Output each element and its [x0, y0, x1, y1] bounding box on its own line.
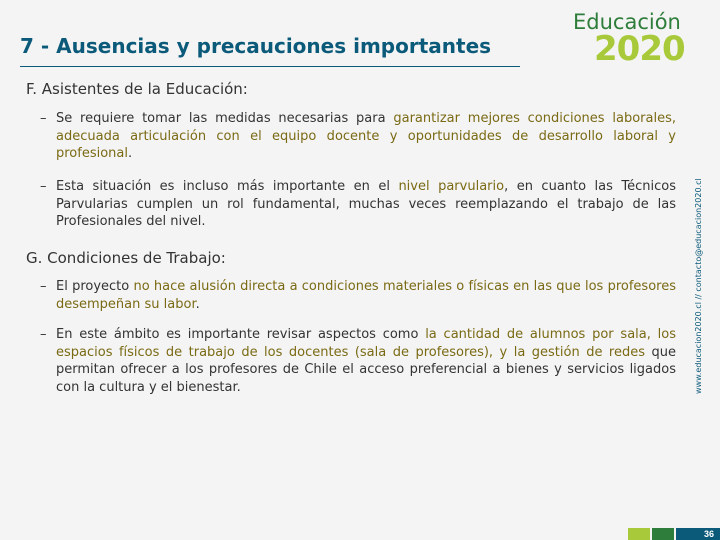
title-underline	[20, 66, 520, 67]
section-heading-f: F. Asistentes de la Educación:	[26, 80, 248, 98]
item-text: Esta situación es incluso más importante en el nivel parvulario, en cuanto las Técnicos Parvularias cumplen un rol fundamental, muchas veces reemplazando el trabajo de las Profesionales del nivel.	[56, 179, 677, 229]
section-heading-g: G. Condiciones de Trabajo:	[26, 249, 226, 267]
logo-text-top: Educación	[573, 10, 681, 34]
list-item	[40, 178, 677, 231]
footer-square-dark	[652, 528, 674, 540]
item-text: El proyecto no hace alusión directa a condiciones materiales o físicas en las que los profesores desempeñan su labor.	[56, 279, 676, 312]
logo-text-bottom: 2020	[594, 29, 685, 69]
footer-square-light	[628, 528, 650, 540]
side-url: www.educacion2020.cl // contacto@educacion2020.cl	[694, 178, 703, 394]
item-text: En este ámbito es importante revisar aspectos como la cantidad de alumnos por sala, los espacios físicos de trabajo de los docentes (sala de profesores), y la gestión de redes que permitan ofrecer a los profesores de Chile el acceso preferencial a bienes y servicios ligados con la cultura y el bienestar.	[56, 327, 677, 395]
bullet-dash: –	[40, 279, 47, 294]
page-number: 36	[676, 528, 720, 540]
list-item	[40, 278, 676, 313]
bullet-dash: –	[40, 111, 47, 126]
bullet-dash: –	[40, 327, 47, 342]
slide-title: 7 - Ausencias y precauciones importantes	[20, 34, 492, 58]
slide-title-bar	[0, 14, 530, 72]
educacion-2020-logo	[570, 8, 710, 68]
item-text: Se requiere tomar las medidas necesarias para garantizar mejores condiciones laborales, adecuada articulación con el equipo docente y oportunidades de desarrollo laboral y profesional.	[56, 111, 676, 161]
list-item	[40, 326, 677, 396]
side-url-text	[694, 172, 704, 392]
list-item	[40, 110, 676, 163]
bullet-dash: –	[40, 179, 47, 194]
